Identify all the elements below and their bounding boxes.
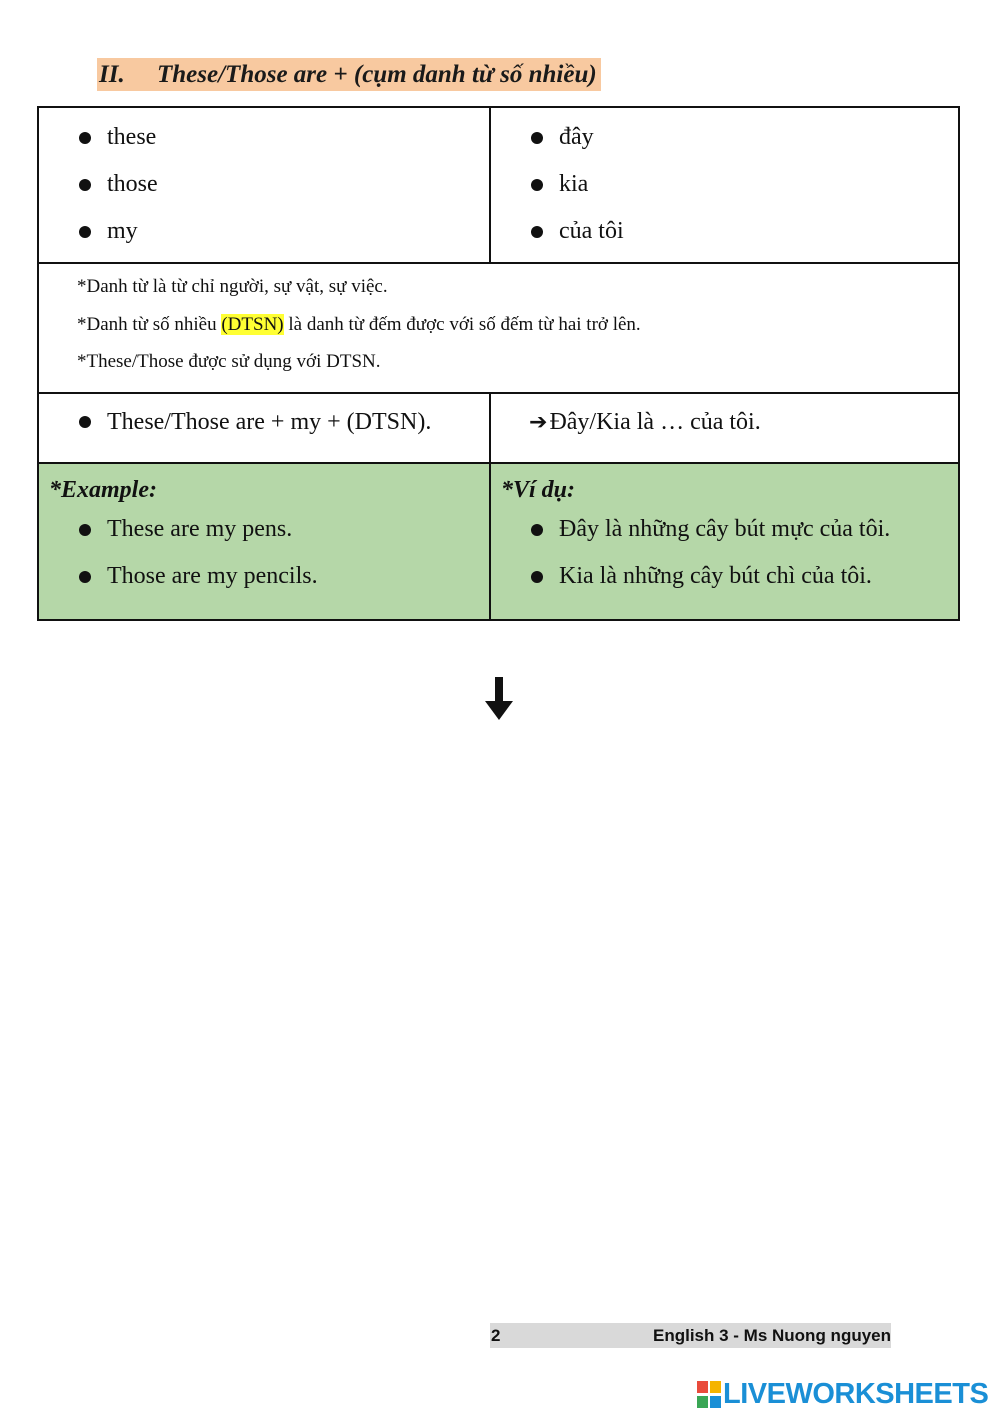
list-item: Kia là những cây bút chì của tôi. [491, 553, 958, 600]
page-number: 2 [491, 1326, 501, 1345]
structure-vietnamese-cell [490, 393, 959, 463]
bullet-icon [79, 226, 91, 238]
note-plural: *Danh từ số nhiều (DTSN) là danh từ đếm được với số đếm từ hai trở lên. [77, 313, 641, 335]
list-item: these [39, 114, 489, 161]
bullet-icon [79, 179, 91, 191]
bullet-icon [531, 571, 543, 583]
bullet-icon [531, 179, 543, 191]
bullet-icon [79, 416, 91, 428]
liveworksheets-wordmark: LIVEWORKSHEETS [723, 1378, 989, 1410]
list-item: Đây là những cây bút mực của tôi. [491, 506, 958, 553]
example-row [38, 463, 959, 620]
notes-row [38, 263, 959, 393]
bullet-icon [531, 226, 543, 238]
list-item: đây [491, 114, 958, 161]
bullet-icon [531, 132, 543, 144]
example-vietnamese-cell [490, 463, 959, 620]
right-arrow-icon: ➔ [529, 410, 548, 435]
vocab-row [38, 107, 959, 263]
down-arrow-icon [484, 677, 514, 721]
structure-english-cell [38, 393, 490, 463]
highlighted-abbreviation: (DTSN) [221, 313, 284, 335]
list-item: These are my pens. [39, 506, 489, 553]
note-usage: *These/Those được sử dụng với DTSN. [77, 351, 381, 372]
structure-row [38, 393, 959, 463]
list-item: của tôi [491, 208, 958, 255]
note-definition: *Danh từ là từ chỉ người, sự vật, sự việc. [77, 276, 388, 297]
page-footer [490, 1323, 891, 1348]
vocab-vietnamese-cell [490, 107, 959, 263]
section-heading [97, 58, 601, 91]
liveworksheets-mark-icon [697, 1381, 721, 1408]
example-title: *Example: [49, 477, 157, 503]
bullet-icon [531, 524, 543, 536]
list-item: those [39, 161, 489, 208]
bullet-icon [79, 132, 91, 144]
bullet-icon [79, 571, 91, 583]
structure-translation: Đây/Kia là … của tôi. [549, 409, 761, 435]
example-title-vi: *Ví dụ: [501, 477, 576, 503]
section-title: These/Those are + (cụm danh từ số nhiều) [157, 61, 597, 88]
grammar-table [37, 106, 960, 621]
list-item: my [39, 208, 489, 255]
section-number: II. [99, 61, 125, 88]
notes-cell [38, 263, 959, 393]
list-item: kia [491, 161, 958, 208]
vocab-english-cell [38, 107, 490, 263]
example-english-cell [38, 463, 490, 620]
list-item: Those are my pencils. [39, 553, 489, 600]
structure-formula: These/Those are + my + (DTSN). [39, 399, 489, 445]
footer-credit: English 3 - Ms Nuong nguyen [653, 1326, 891, 1345]
bullet-icon [79, 524, 91, 536]
